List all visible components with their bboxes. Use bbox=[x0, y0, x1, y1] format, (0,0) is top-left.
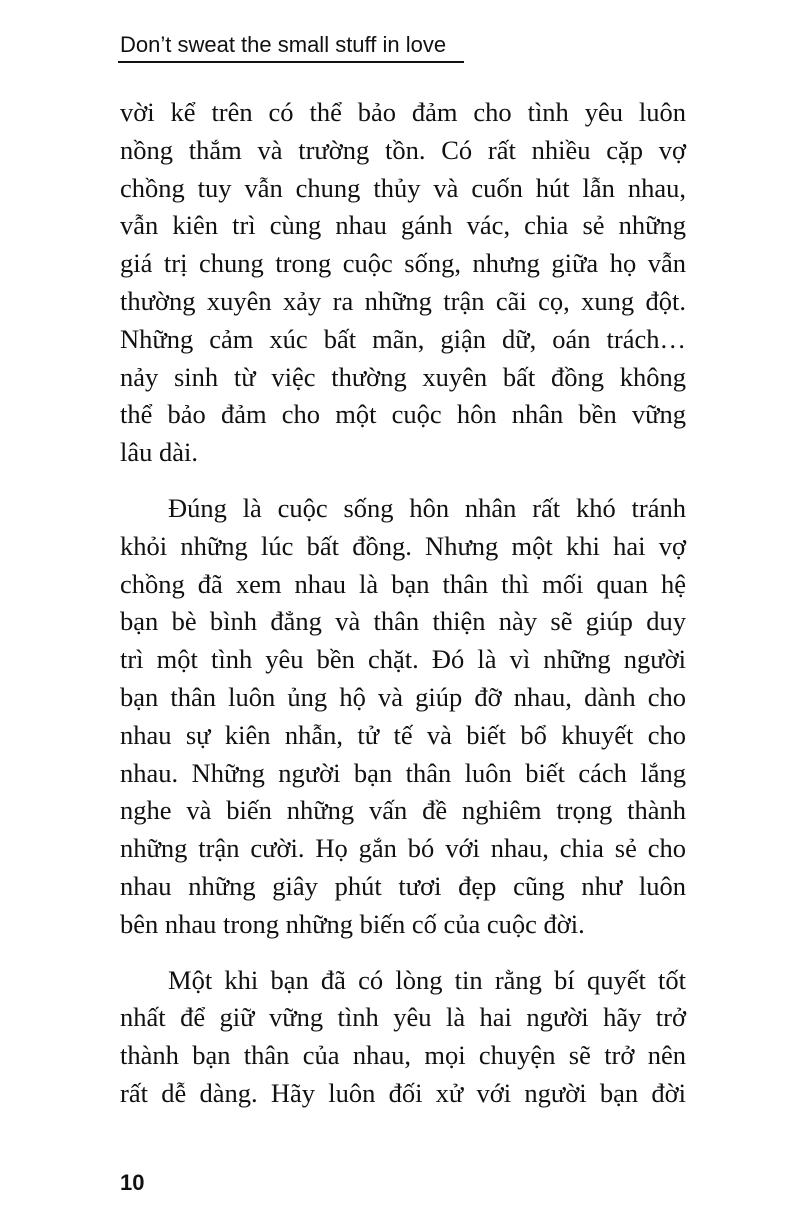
text-line: chồng đã xem nhau là bạn thân thì mối quan hệ bbox=[120, 568, 686, 599]
body-text bbox=[120, 94, 686, 1113]
text-line: nảy sinh từ việc thường xuyên bất đồng không bbox=[120, 361, 686, 392]
page-number: 10 bbox=[120, 1170, 145, 1195]
text-line: những trận cười. Họ gắn bó với nhau, chia sẻ cho bbox=[120, 833, 686, 864]
text-line: nhau. Những người bạn thân luôn biết cách lắng bbox=[120, 757, 686, 788]
text-line: giá trị chung trong cuộc sống, nhưng giữa họ vẫn bbox=[120, 248, 686, 279]
text-line: Đúng là cuộc sống hôn nhân rất khó tránh bbox=[168, 492, 686, 523]
paragraph-2 bbox=[120, 490, 686, 944]
text-line: thể bảo đảm cho một cuộc hôn nhân bền vững bbox=[120, 399, 686, 430]
text-line: bạn thân luôn ủng hộ và giúp đỡ nhau, dành cho bbox=[120, 681, 686, 712]
text-line: lâu dài. bbox=[120, 437, 198, 468]
text-line: nhau những giây phút tươi đẹp cũng như luôn bbox=[120, 870, 686, 901]
text-line: bạn bè bình đẳng và thân thiện này sẽ giúp duy bbox=[120, 606, 686, 637]
text-line: trì một tình yêu bền chặt. Đó là vì những người bbox=[120, 644, 686, 675]
text-line: thành bạn thân của nhau, mọi chuyện sẽ trở nên bbox=[120, 1040, 686, 1071]
paragraph-3 bbox=[120, 962, 686, 1113]
text-line: nhất để giữ vững tình yêu là hai người hãy trở bbox=[120, 1002, 686, 1033]
text-line: chồng tuy vẫn chung thủy và cuốn hút lẫn nhau, bbox=[120, 172, 686, 203]
running-head-rule bbox=[118, 61, 464, 63]
text-line: khỏi những lúc bất đồng. Nhưng một khi hai vợ bbox=[120, 530, 686, 561]
text-line: nồng thắm và trường tồn. Có rất nhiều cặp vợ bbox=[120, 134, 686, 165]
text-line: thường xuyên xảy ra những trận cãi cọ, xung đột. bbox=[120, 285, 686, 316]
text-line: nhau sự kiên nhẫn, tử tế và biết bổ khuyết cho bbox=[120, 719, 686, 750]
text-line: rất dễ dàng. Hãy luôn đối xử với người bạn đời bbox=[120, 1077, 686, 1108]
text-line: vẫn kiên trì cùng nhau gánh vác, chia sẻ những bbox=[120, 210, 686, 241]
paragraph-1 bbox=[120, 94, 686, 472]
running-head: Don’t sweat the small stuff in love bbox=[120, 32, 447, 57]
text-line: Một khi bạn đã có lòng tin rằng bí quyết tốt bbox=[168, 964, 686, 995]
text-line: Những cảm xúc bất mãn, giận dữ, oán trách… bbox=[120, 323, 686, 354]
text-line: vời kể trên có thể bảo đảm cho tình yêu luôn bbox=[120, 97, 686, 127]
text-line: nghe và biến những vấn đề nghiêm trọng thành bbox=[120, 795, 686, 826]
text-line: bên nhau trong những biến cố của cuộc đời. bbox=[120, 908, 585, 939]
